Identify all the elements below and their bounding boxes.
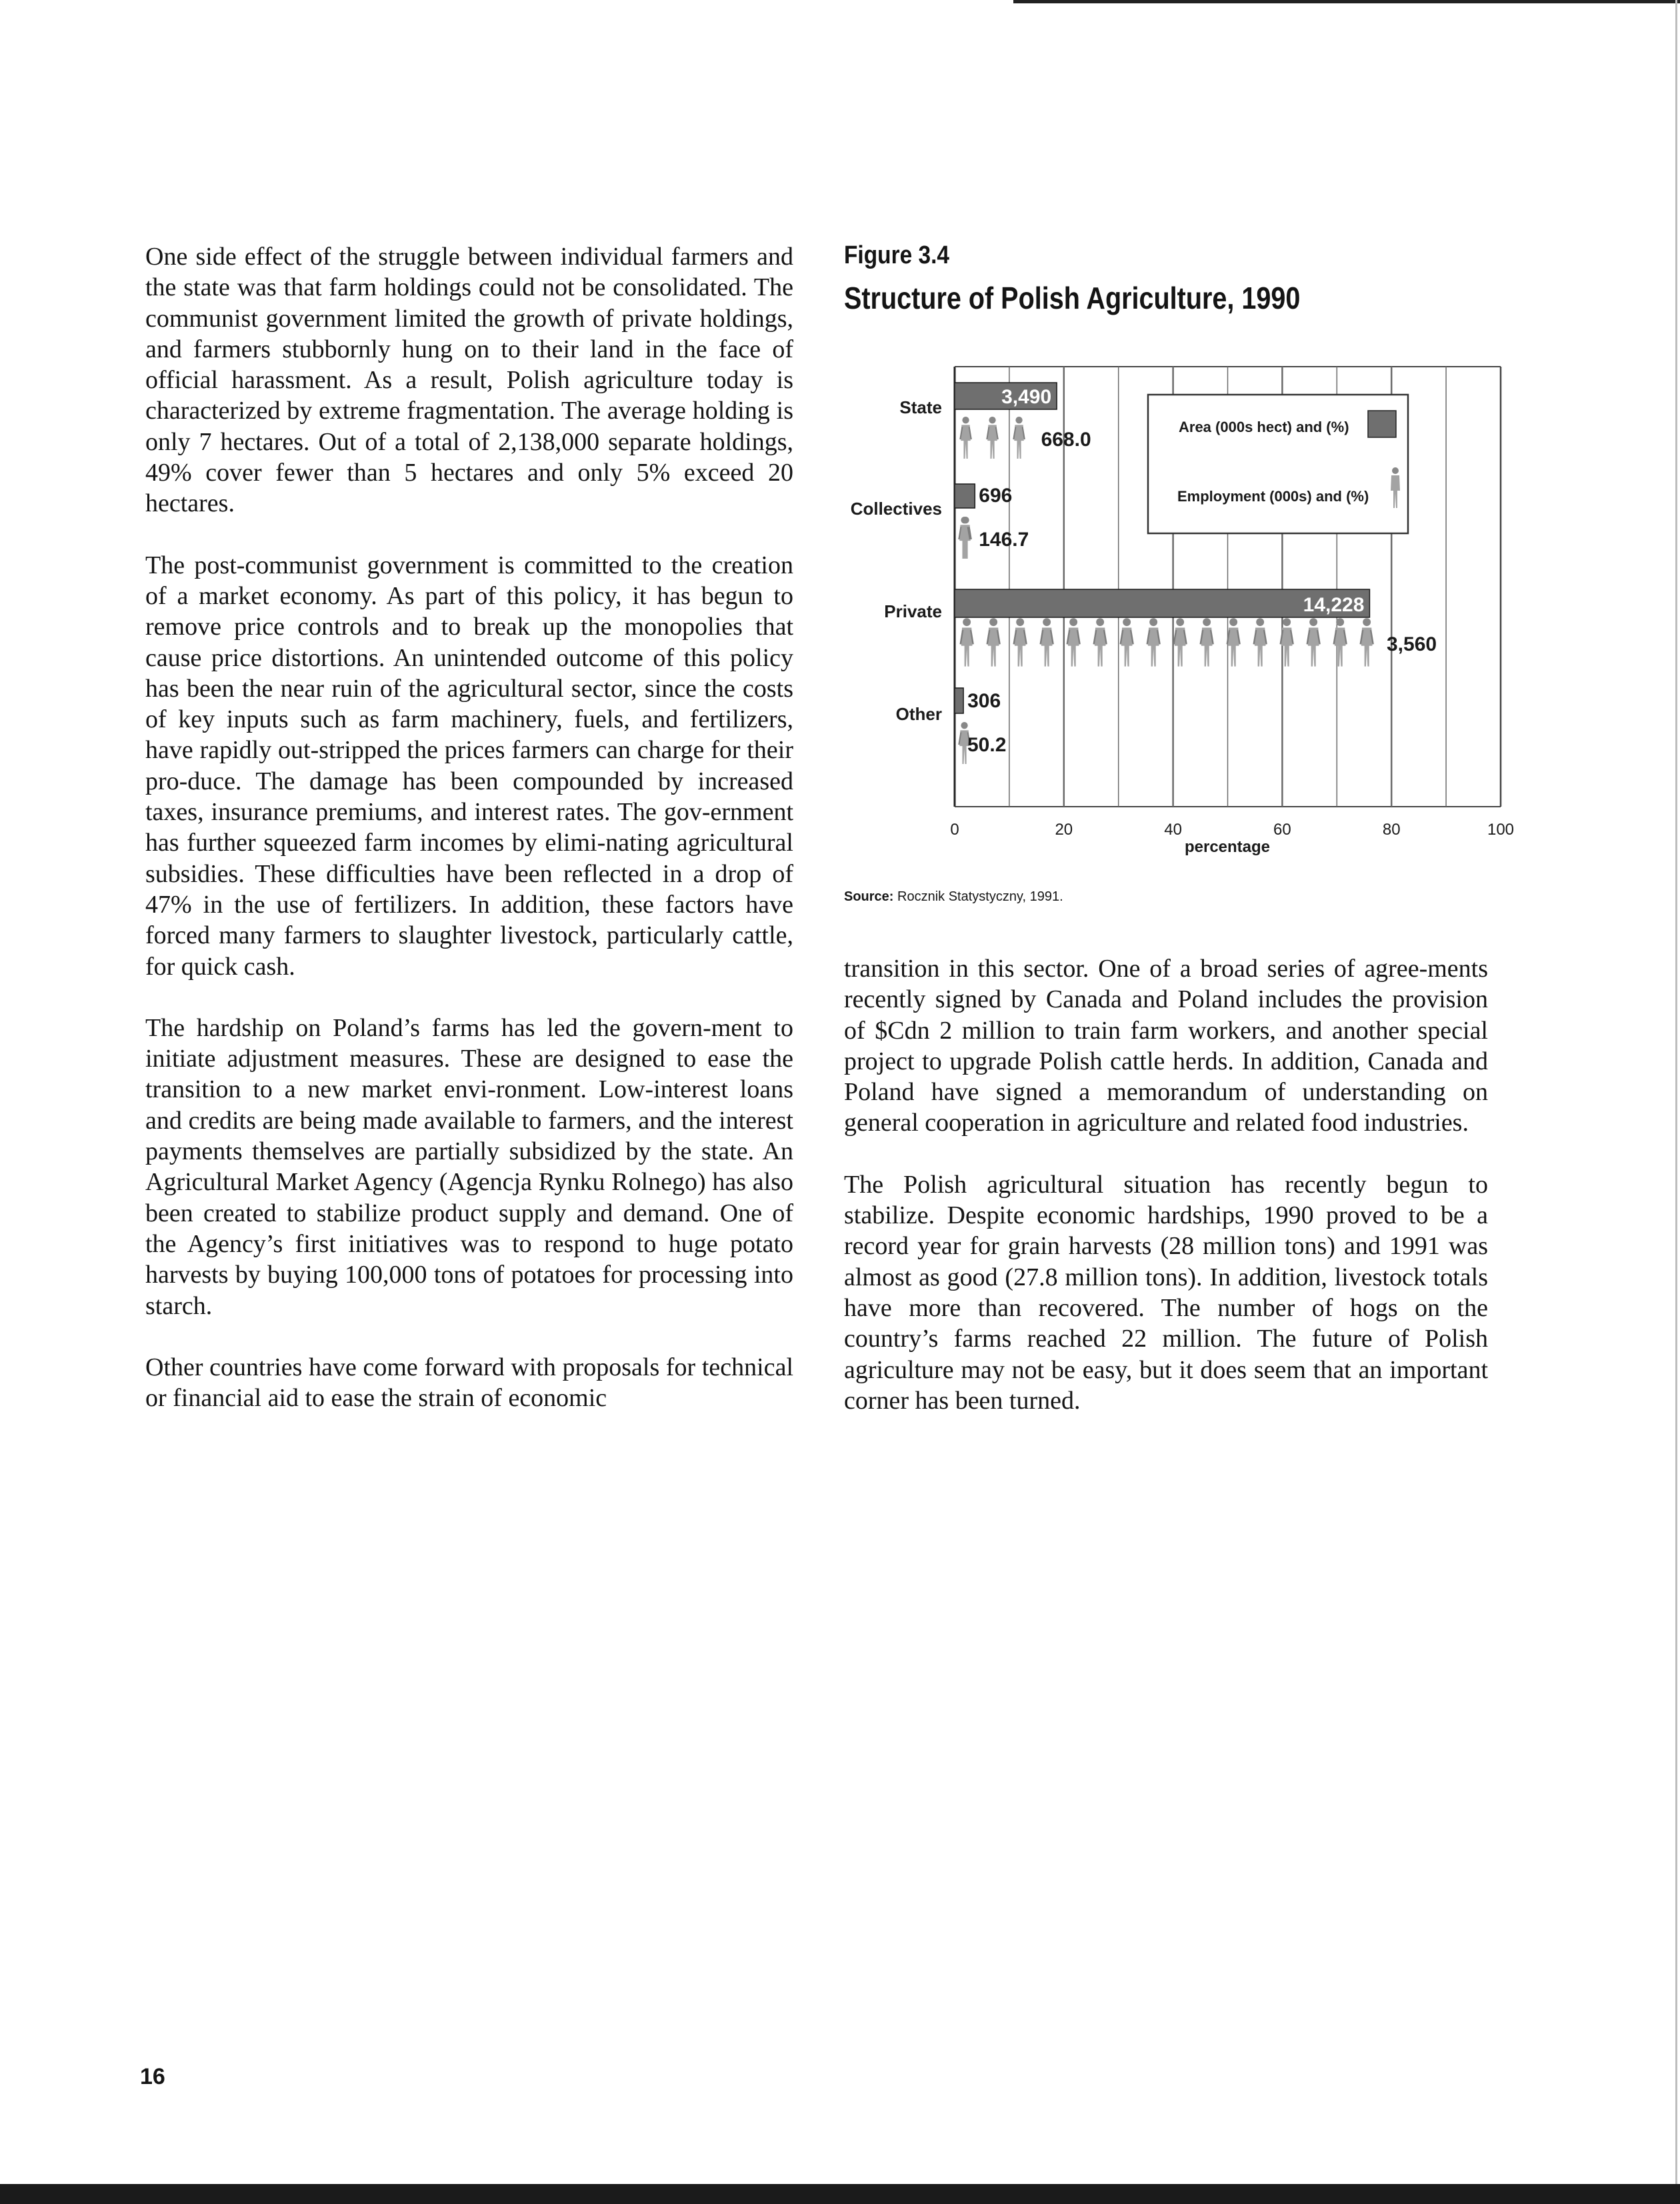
x-tick-labels [950, 821, 1514, 839]
paragraph: Other countries have come forward with proposals for technical or financial aid to ease the strain of economic [145, 1353, 793, 1413]
paragraph: transition in this sector. One of a broad series of agree-ments recently signed by Canada and Poland includes the provision of $Cdn 2 million to train farm workers, and another special project to upgrade Polish cattle herds. In addition, Canada and Poland have signed a memorandum of understanding on general cooperation in agriculture and related food industries. [844, 955, 1488, 1137]
figure-source [844, 889, 1063, 905]
scan-bottom-edge [0, 2184, 1680, 2204]
agriculture-chart [820, 347, 1540, 867]
employment-value-label: 3,560 [1387, 633, 1437, 655]
worker-icon [1174, 618, 1187, 666]
category-label: Private [884, 601, 942, 621]
paragraph: The post-communist government is committed to the creation of a market economy. As part of this policy, it has begun to remove price controls and to break up the monopolies that cause price distortions. An unintended outcome of this policy has been the near ruin of the agricultural sector, since the costs of key inputs such as farm machinery, fuels, and fertilizers, have rapidly out-stripped the prices farmers can charge for their pro-duce. The damage has been compounded by increased taxes, insurance premiums, and interest rates. The gov-ernment has further squeezed farm incomes by elimi-nating agricultural subsidies. These difficulties have been reflected in a drop of 47% in the use of fertilizers. In addition, these factors have forced many farmers to slaughter livestock, particularly cattle, for quick cash. [145, 551, 793, 981]
left-text-column [145, 241, 793, 1444]
paragraph: The hardship on Poland’s farms has led the govern-ment to initiate adjustment measures. These are designed to ease the transition to a new market envi-ronment. Low-interest loans and credits are being made available to farmers, and the interest payments themselves are partially subsidized by the state. An Agricultural Market Agency (Agencja Rynku Rolnego) has also been created to stabilize product supply and demand. One of the Agency’s first initiatives was to respond to huge potato harvests by buying 100,000 tons of potatoes for processing into starch. [145, 1013, 793, 1320]
x-axis-label: percentage [1184, 838, 1271, 856]
chart-legend [1148, 395, 1408, 533]
area-bar [955, 688, 963, 713]
employment-value-label: 668.0 [1041, 429, 1091, 451]
worker-icon [1201, 618, 1213, 666]
page-number: 16 [140, 2064, 165, 2089]
worker-icon [1254, 618, 1267, 666]
worker-icon [1147, 618, 1160, 666]
area-bar [955, 484, 975, 508]
worker-icon [987, 417, 998, 459]
worker-icon [961, 618, 973, 666]
paragraph: One side effect of the struggle between individual farmers and the state was that farm holdings could not be consolidated. The communist government limited the growth of private holdings, and farmers stubbornly hung on to their land in the face of official harassment. As a result, Polish agriculture today is characterized by extreme fragmentation. The average holding is only 7 hectares. Out of a total of 2,138,000 separate holdings, 49% cover fewer than 5 hectares and only 5% exceed 20 hectares. [145, 243, 793, 518]
worker-icon [987, 618, 1000, 666]
worker-icon [1361, 618, 1373, 666]
worker-icon [1094, 618, 1107, 666]
x-tick-label: 80 [1382, 821, 1401, 839]
worker-icon [1013, 417, 1025, 459]
area-value-label: 696 [979, 485, 1013, 507]
x-tick-label: 20 [1055, 821, 1073, 839]
x-tick-label: 0 [950, 821, 959, 839]
worker-icon [960, 417, 971, 459]
x-tick-label: 100 [1487, 821, 1515, 839]
category-label: State [899, 397, 942, 417]
category-labels [851, 397, 942, 724]
worker-icon [1307, 618, 1320, 666]
scan-top-edge [0, 0, 1680, 8]
legend-area-swatch [1368, 411, 1396, 437]
employment-value-label: 50.2 [967, 734, 1007, 756]
figure-number: Figure 3.4 [844, 241, 949, 269]
category-label: Other [895, 704, 942, 724]
source-label: Source: [844, 889, 894, 904]
worker-icon [1334, 618, 1347, 666]
worker-icon [1067, 618, 1080, 666]
legend-employment-label: Employment (000s) and (%) [1177, 488, 1369, 505]
worker-icon [1121, 618, 1133, 666]
area-value-label: 14,228 [1303, 594, 1365, 616]
x-tick-label: 60 [1273, 821, 1291, 839]
area-value-label: 306 [967, 690, 1001, 712]
x-tick-label: 40 [1164, 821, 1182, 839]
figure-title: Structure of Polish Agriculture, 1990 [844, 281, 1301, 315]
scan-right-edge [1675, 0, 1677, 2204]
employment-value-label: 146.7 [979, 529, 1029, 551]
right-text-column [844, 953, 1488, 1447]
legend-area-label: Area (000s hect) and (%) [1179, 419, 1349, 435]
area-value-label: 3,490 [1001, 386, 1052, 408]
worker-icon [1014, 618, 1027, 666]
paragraph: The Polish agricultural situation has recently begun to stabilize. Despite economic hardships, 1990 proved to be a record year for grain harvests (28 million tons) and 1991 was almost as good (27.8 million tons). In addition, livestock totals have more than recovered. The number of hogs on the country’s farms reached 22 million. The future of Polish agriculture may not be easy, but it does seem that an important corner has been turned. [844, 1170, 1488, 1415]
worker-icon [1227, 618, 1240, 666]
category-label: Collectives [850, 499, 942, 519]
source-text: Rocznik Statystyczny, 1991. [897, 889, 1063, 904]
worker-icon [1041, 618, 1053, 666]
